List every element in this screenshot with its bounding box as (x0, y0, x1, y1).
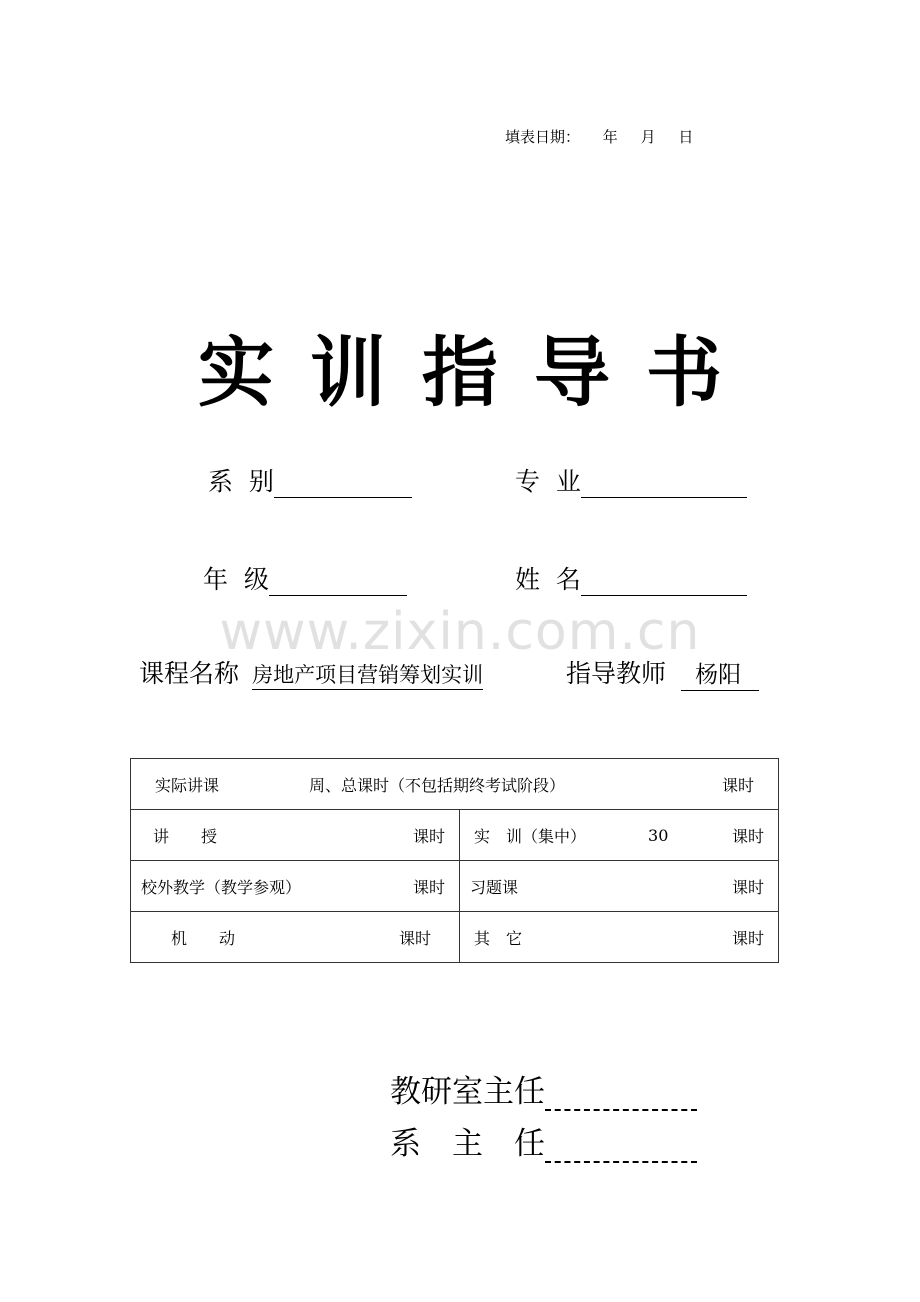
lecture-label: 讲 授 (153, 826, 218, 846)
teacher-value: 杨阳 (681, 662, 759, 691)
director-label: 教研室主任 (390, 1074, 545, 1110)
weeks-label: 周、总课时（不包括期终考试阶段） (309, 775, 566, 795)
lecture-unit: 课时 (412, 826, 445, 846)
actual-unit: 课时 (721, 775, 754, 795)
year-label: 年 (602, 128, 618, 146)
teacher-field (566, 654, 759, 690)
dean-label: 系 主 任 (390, 1126, 545, 1162)
other-cell (460, 912, 779, 963)
dean-sign-line[interactable] (545, 1131, 697, 1163)
grade-field (203, 560, 407, 596)
day-label: 日 (678, 128, 694, 146)
lecture-cell (131, 810, 460, 861)
major-label: 专 业 (515, 467, 581, 496)
director-signature (390, 1066, 697, 1111)
flexible-cell (131, 912, 460, 963)
training-unit: 课时 (731, 826, 764, 846)
fill-date-label: 填表日期： (505, 128, 581, 146)
offsite-label: 校外教学（教学参观） (141, 877, 302, 897)
name-field (515, 560, 747, 596)
month-label: 月 (640, 128, 656, 146)
training-value: 30 (648, 825, 669, 845)
major-blank[interactable] (581, 471, 747, 498)
title-char: 书 (646, 328, 722, 417)
dean-signature (390, 1118, 697, 1163)
name-blank[interactable] (581, 569, 747, 596)
director-sign-line[interactable] (545, 1079, 697, 1111)
actual-label: 实际讲课 (155, 775, 220, 795)
other-label: 其 它 (474, 928, 523, 948)
other-unit: 课时 (731, 928, 764, 948)
name-label: 姓 名 (515, 565, 581, 594)
exercise-unit: 课时 (731, 877, 764, 897)
training-cell (460, 810, 779, 861)
department-field (208, 462, 412, 498)
offsite-unit: 课时 (412, 877, 445, 897)
training-label: 实 训（集中） (474, 826, 587, 846)
department-blank[interactable] (274, 471, 412, 498)
table-row (131, 759, 779, 810)
flexible-label: 机 动 (171, 928, 236, 948)
watermark: www.zixin.com.cn (219, 602, 701, 662)
title-char: 实 (198, 328, 274, 417)
course-name-value: 房地产项目营销筹划实训 (252, 663, 483, 690)
course-name-label: 课程名称 (139, 659, 240, 688)
course-name-field (139, 654, 483, 690)
grade-blank[interactable] (269, 569, 407, 596)
title-char: 导 (534, 328, 610, 417)
table-row (131, 912, 779, 963)
document-title (0, 312, 920, 421)
actual-hours-cell (131, 759, 779, 810)
flexible-unit: 课时 (398, 928, 431, 948)
department-label: 系 别 (208, 467, 274, 496)
teacher-label: 指导教师 (566, 659, 667, 688)
exercise-cell (460, 861, 779, 912)
grade-label: 年 级 (203, 565, 269, 594)
exercise-label: 习题课 (470, 877, 519, 897)
table-row (131, 810, 779, 861)
fill-date (505, 126, 711, 147)
major-field (515, 462, 747, 498)
title-char: 训 (310, 328, 386, 417)
title-char: 指 (422, 328, 498, 417)
table-row (131, 861, 779, 912)
hours-table (130, 758, 779, 963)
offsite-cell (131, 861, 460, 912)
